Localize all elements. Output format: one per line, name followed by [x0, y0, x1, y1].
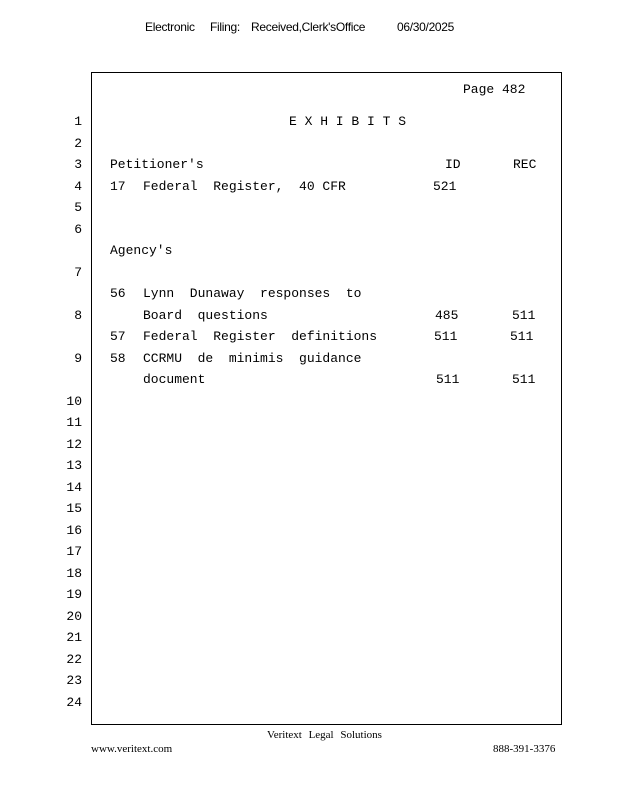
exhibit-rec: 511: [512, 308, 536, 323]
exhibit-description-continued: Board questions: [143, 308, 268, 323]
line-number: 21: [66, 630, 82, 645]
footer-website: www.veritext.com: [91, 743, 173, 755]
line-number: 11: [66, 415, 82, 430]
line-number: 20: [66, 609, 82, 624]
line-number: 1: [74, 114, 82, 129]
exhibit-description-continued: document: [143, 372, 206, 387]
line-number: 22: [66, 652, 82, 667]
line-number: 2: [74, 136, 82, 151]
exhibit-description: Lynn Dunaway responses to: [143, 286, 362, 301]
exhibit-rec: 511: [512, 372, 536, 387]
rec-column-header: REC: [513, 157, 537, 172]
line-number: 19: [66, 587, 82, 602]
exhibit-description: CCRMU de minimis guidance: [143, 351, 362, 366]
line-number: 6: [74, 222, 82, 237]
exhibit-number: 17: [110, 179, 126, 194]
exhibit-id: 511: [434, 329, 458, 344]
line-number: 17: [66, 544, 82, 559]
exhibit-description: Federal Register, 40 CFR: [143, 179, 346, 194]
line-number: 13: [66, 458, 82, 473]
line-number: 7: [74, 265, 82, 280]
exhibit-description: Federal Register definitions: [143, 329, 378, 344]
exhibits-title: E X H I B I T S: [289, 114, 407, 129]
line-number: 10: [66, 394, 82, 409]
line-number: 14: [66, 480, 82, 495]
line-number: 3: [74, 157, 82, 172]
agencys-heading: Agency's: [110, 243, 173, 258]
exhibit-id: 485: [435, 308, 459, 323]
line-number: 5: [74, 200, 82, 215]
exhibit-number: 57: [110, 329, 126, 344]
line-number: 15: [66, 501, 82, 516]
line-number: 12: [66, 437, 82, 452]
filing-header-date: 06/30/2025: [397, 20, 455, 34]
line-number: 23: [66, 673, 82, 688]
line-number: 4: [74, 179, 82, 194]
footer-phone: 888-391-3376: [493, 743, 556, 755]
id-column-header: ID: [445, 157, 461, 172]
exhibit-number: 56: [110, 286, 126, 301]
exhibit-rec: 511: [510, 329, 534, 344]
line-number: 9: [74, 351, 82, 366]
petitioners-heading: Petitioner's: [110, 157, 204, 172]
line-number: 8: [74, 308, 82, 323]
footer-company: Veritext Legal Solutions: [267, 729, 382, 741]
exhibit-number: 58: [110, 351, 126, 366]
filing-header-filing: Filing:: [210, 20, 240, 34]
page-number: Page 482: [463, 82, 526, 97]
filing-header-received: Received,Clerk'sOffice: [251, 20, 366, 34]
line-number: 16: [66, 523, 82, 538]
line-number: 18: [66, 566, 82, 581]
line-number: 24: [66, 695, 82, 710]
exhibit-id: 521: [433, 179, 457, 194]
exhibit-id: 511: [436, 372, 460, 387]
filing-header-electronic: Electronic: [145, 20, 195, 34]
